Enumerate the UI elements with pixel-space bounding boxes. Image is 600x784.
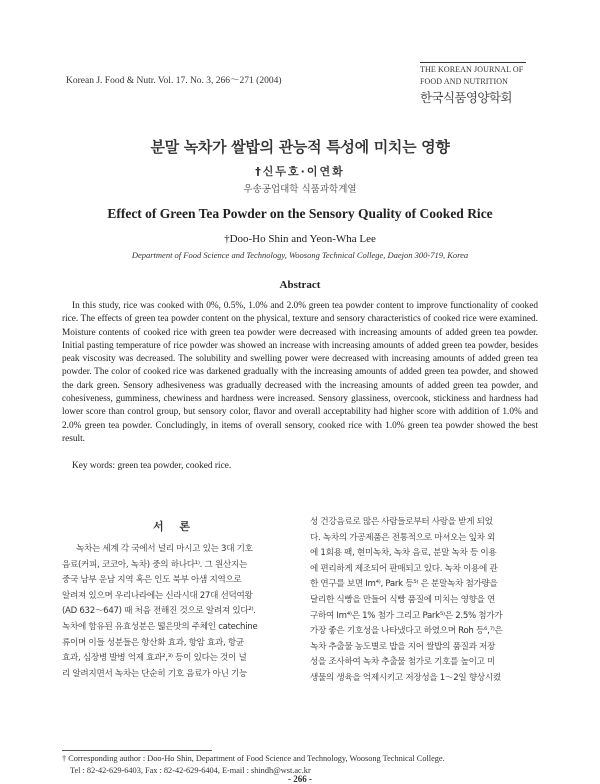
keywords: Key words: green tea powder, cooked rice.: [72, 461, 232, 471]
journal-logo: [420, 62, 526, 106]
body-line: 한 연구를 보면 Im⁴⁾, Park 등⁵⁾ 은 분말녹차 첨가량을: [310, 579, 498, 590]
body-line: 생물의 생육을 억제시키고 저장성을 1～2일 향상시켰: [310, 672, 501, 683]
body-line: 가장 좋은 기호성을 나타냈다고 하였으며 Roh 등⁶,⁷⁾은: [310, 626, 503, 637]
body-line: 중국 남부 운남 지역 혹은 인도 북부 아샘 지역으로: [62, 575, 242, 586]
footnote-corresponding-author: † Corresponding author : Doo-Ho Shin, Department of Food Science and Technology, Woosong Technical College.: [62, 754, 445, 763]
footnote-divider: [62, 750, 212, 751]
body-line: (AD 632～647) 때 처음 전해진 것으로 알려져 있다²⁾.: [62, 606, 256, 617]
body-line: 달리한 식빵을 만들어 식빵 품질에 미치는 영향을 연: [310, 594, 496, 605]
body-line: 알려져 있으며 우리나라에는 신라시대 27대 선덕여왕: [62, 590, 253, 601]
body-line: 녹차에 함유된 유효성분은 떫은맛의 주체인 catechine: [62, 621, 258, 632]
body-line: 류이며 이들 성분들은 항산화 효과, 항암 효과, 항균: [62, 637, 244, 648]
authors-en: †Doo-Ho Shin and Yeon-Wha Lee: [224, 233, 376, 245]
abstract-text: In this study, rice was cooked with 0%, 0.5%, 1.0% and 2.0% green tea powder content to improve functionality of cooked rice. The effects of green tea powder content on the physical, texture and sensory characteristics of cooked rice were examined. Moisture contents of cooked rice with green tea powder were decreased with increasing amounts of added green tea powder. Initial pasting temperature of rice powder was showed an increase with increasing amounts of added green tea powder, besides peak viscosity was decreased. The solubility and swelling power were decreased with increasing amounts of added green tea powder. The color of cooked rice was darkened gradually with the increasing amounts of added green tea powder, and showed the dark green. Sensory adhesiveness was gradually decreased with the increasing amounts of added green tea powder, and cohesiveness, gumminess, chewiness and hardness were increased. Sensory glassiness, overcook, stickiness and hardness had lower score than control group, but sensory color, flavor and overall acceptability had higher score with addition of 1.0% and 2.0% green tea powder. Concludingly, in items of overall sensory, cooked rice with 1.0% green tea powder showed the best result.: [62, 301, 538, 444]
body-line: 성을 조사하여 녹차 추출물 첨가로 기호를 높이고 미: [310, 657, 496, 668]
section-heading-introduction: 서 론: [152, 520, 197, 533]
journal-name-en-line2: FOOD AND NUTRITION: [420, 77, 509, 86]
abstract-heading: Abstract: [279, 279, 321, 291]
body-line: 녹차는 세계 각 국에서 널리 마시고 있는 3대 기호: [76, 544, 253, 554]
affiliation-ko: 우송공업대학 식품과학계열: [243, 184, 357, 195]
body-line: 성 건강음료로 많은 사람들로부터 사랑을 받게 되었: [310, 517, 493, 527]
body-line: 구하여 Im⁴⁾은 1% 첨가 그리고 Park⁵⁾은 2.5% 첨가가: [310, 610, 503, 621]
body-line: 녹차 추출물 농도별로 밥을 지어 쌀밥의 품질과 저장: [310, 641, 496, 652]
body-line: 에 1회용 팩, 현미녹차, 녹차 음료, 분말 녹차 등 이용: [310, 548, 497, 559]
affiliation-en: Department of Food Science and Technology, Woosong Technical College, Daejon 300-719, Korea: [131, 250, 469, 260]
left-column: [62, 542, 292, 682]
journal-name-en-line1: THE KOREAN JOURNAL OF: [420, 65, 524, 74]
body-line: 다. 녹차의 가공제품은 전통적으로 마셔오는 잎차 외: [310, 532, 496, 543]
body-line: 리 알려지면서 녹차는 단순히 기호 음료가 아닌 기능: [62, 668, 248, 679]
footnote-contact: Tel : 82-42-629-6403, Fax : 82-42-629-6404, E-mail : shindh@wst.ac.kr: [70, 766, 311, 775]
paper-title-en: Effect of Green Tea Powder on the Sensory Quality of Cooked Rice: [107, 206, 493, 221]
paper-title-ko: 분말 녹차가 쌀밥의 관능적 특성에 미치는 영향: [150, 138, 450, 156]
authors-ko: †신두호·이연화: [255, 165, 345, 178]
body-line: 효과, 심장병 발병 억제 효과²,³⁾ 등이 있다는 것이 널: [62, 653, 247, 664]
body-line: 음료(커피, 코코아, 녹차) 중의 하나다¹⁾. 그 원산지는: [62, 559, 247, 570]
page-number: - 266 -: [288, 774, 312, 784]
abstract-body: [62, 300, 538, 446]
body-line: 에 편리하게 제조되어 판매되고 있다. 녹차 이용에 관: [310, 563, 498, 574]
right-column: [310, 515, 540, 687]
journal-name-ko: 한국식품영양학회: [420, 90, 512, 105]
journal-citation: Korean J. Food & Nutr. Vol. 17. No. 3, 266～271 (2004): [66, 76, 282, 86]
